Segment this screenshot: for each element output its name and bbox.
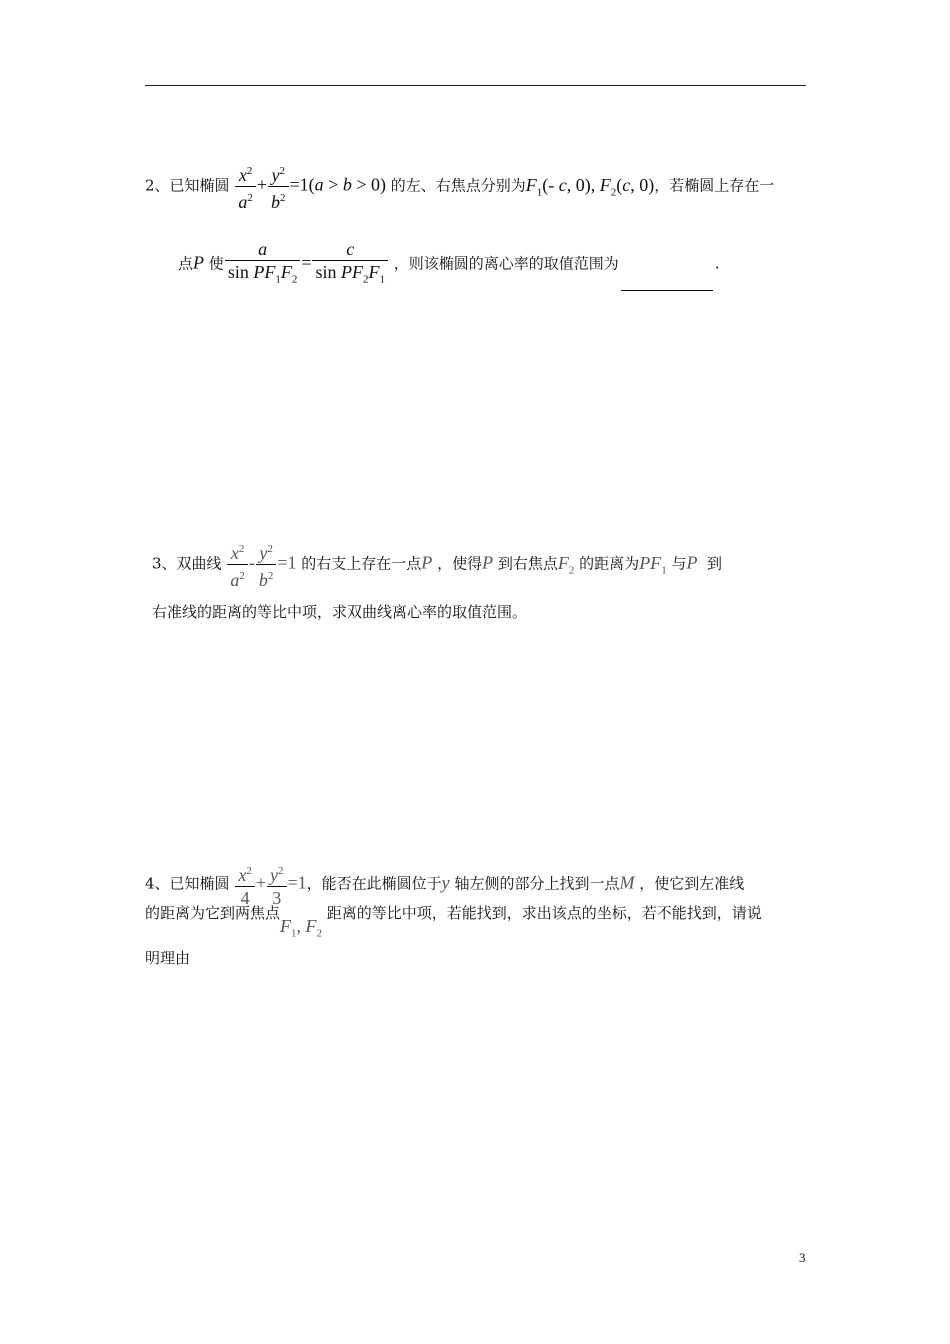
problem-2-line-2: 点P 使 $\frac{a}{\sin PF_1F_2}$ = $\frac{c}{\sin PF_2F_1}$ ，则该椭圆的离心率的取值范围为 . [178, 238, 720, 291]
problem-4-text-1: 已知椭圆 [169, 874, 230, 893]
problem-4-text-3: 轴左侧的部分上找到一点 [454, 874, 620, 893]
problem-4-text-7: 明理由 [145, 949, 191, 967]
problem-2-text-7: . [714, 254, 720, 273]
problem-4-line-2: 的距离为它到两焦点$F_1$, $F_2$ 距离的等比中项，若能找到，求出该点的坐标，若不能找到，请说 [145, 904, 762, 940]
problem-2-text-6: ，则该椭圆的离心率的取值范围为 [393, 254, 619, 273]
problem-3-text-2: 的右支上存在一点 [301, 554, 422, 573]
problem-4-text-6: 距离的等比中项，若能找到，求出该点的坐标，若不能找到，请说 [326, 904, 762, 922]
problem-3-line-1: 3、双曲线 $\frac{x^2}{a^2}$ - $\frac{y^2}{b^2}$ =1 的右支上存在一点P ，使得P 到右焦点$F_2$ 的距离为$PF_1$ 与P 到 [152, 538, 722, 591]
ellipse-x-fraction: $\frac{x^2}{a^2}$ [235, 160, 256, 213]
ellipse2-y-fraction: $\frac{y^2}{3}$ [267, 860, 287, 909]
problem-2-text-5: 使 [208, 254, 224, 273]
point-p: P [193, 252, 205, 273]
problem-4-line-1: 4、已知椭圆 $\frac{x^2}{4}$ + $\frac{y^2}{3}$ =1，能否在此椭圆位于y 轴左侧的部分上找到一点M ，使它到左准线 [145, 860, 744, 909]
problem-3-number: 3、 [152, 554, 177, 573]
problem-2-number: 2、 [145, 176, 170, 195]
problem-3-text-1: 双曲线 [176, 554, 222, 573]
ellipse-y-fraction: $\frac{y^2}{b^2}$ [268, 160, 289, 213]
answer-blank[interactable] [621, 274, 713, 291]
problem-4-text-2: ，能否在此椭圆位于 [306, 874, 442, 893]
problem-3-text-6: 与 [671, 554, 687, 573]
ellipse2-x-fraction: $\frac{x^2}{4}$ [235, 860, 255, 909]
problem-2-text-1: 已知椭圆 [169, 176, 230, 195]
problem-2-line-1: 2、已知椭圆 $\frac{x^2}{a^2}$ + $\frac{y^2}{b^2}$ =1(a > b > 0) 的左、右焦点分别为$F_1(-$ c, 0), $F_2(c$, 0)，若椭圆上存在一 [145, 160, 774, 213]
problem-3-text-5: 的距离为 [579, 554, 640, 573]
hyperbola-x-fraction: $\frac{x^2}{a^2}$ [227, 538, 248, 591]
ratio-a-fraction: $\frac{a}{\sin PF_1F_2}$ [225, 238, 301, 291]
problem-4-line-3 [145, 948, 190, 968]
problem-2-text-3: ，若椭圆上存在一 [654, 176, 775, 195]
problem-3-line-2 [152, 602, 527, 622]
problem-4-number: 4、 [145, 874, 170, 893]
problem-3-text-3: ，使得 [437, 554, 483, 573]
problem-3-text-7: 到 [707, 554, 723, 573]
problem-3-text-8: 右准线的距离的等比中项，求双曲线离心率的取值范围。 [152, 603, 528, 621]
problem-4-text-4: ，使它到左准线 [639, 874, 745, 893]
header-rule [145, 85, 806, 86]
problem-2-text-2: 的左、右焦点分别为 [390, 176, 526, 195]
problem-3-text-4: 到右焦点 [497, 554, 558, 573]
problem-2-text-4: 点 [178, 254, 194, 273]
foci-coordinates: $F_1(-$ c, 0), $F_2(c$, 0) [525, 174, 655, 199]
page-number: 3 [799, 1250, 806, 1265]
problem-4-text-5: 的距离为它到两焦点 [145, 904, 281, 922]
hyperbola-y-fraction: $\frac{y^2}{b^2}$ [256, 538, 277, 591]
ratio-c-fraction: $\frac{c}{\sin PF_2F_1}$ [312, 238, 388, 291]
